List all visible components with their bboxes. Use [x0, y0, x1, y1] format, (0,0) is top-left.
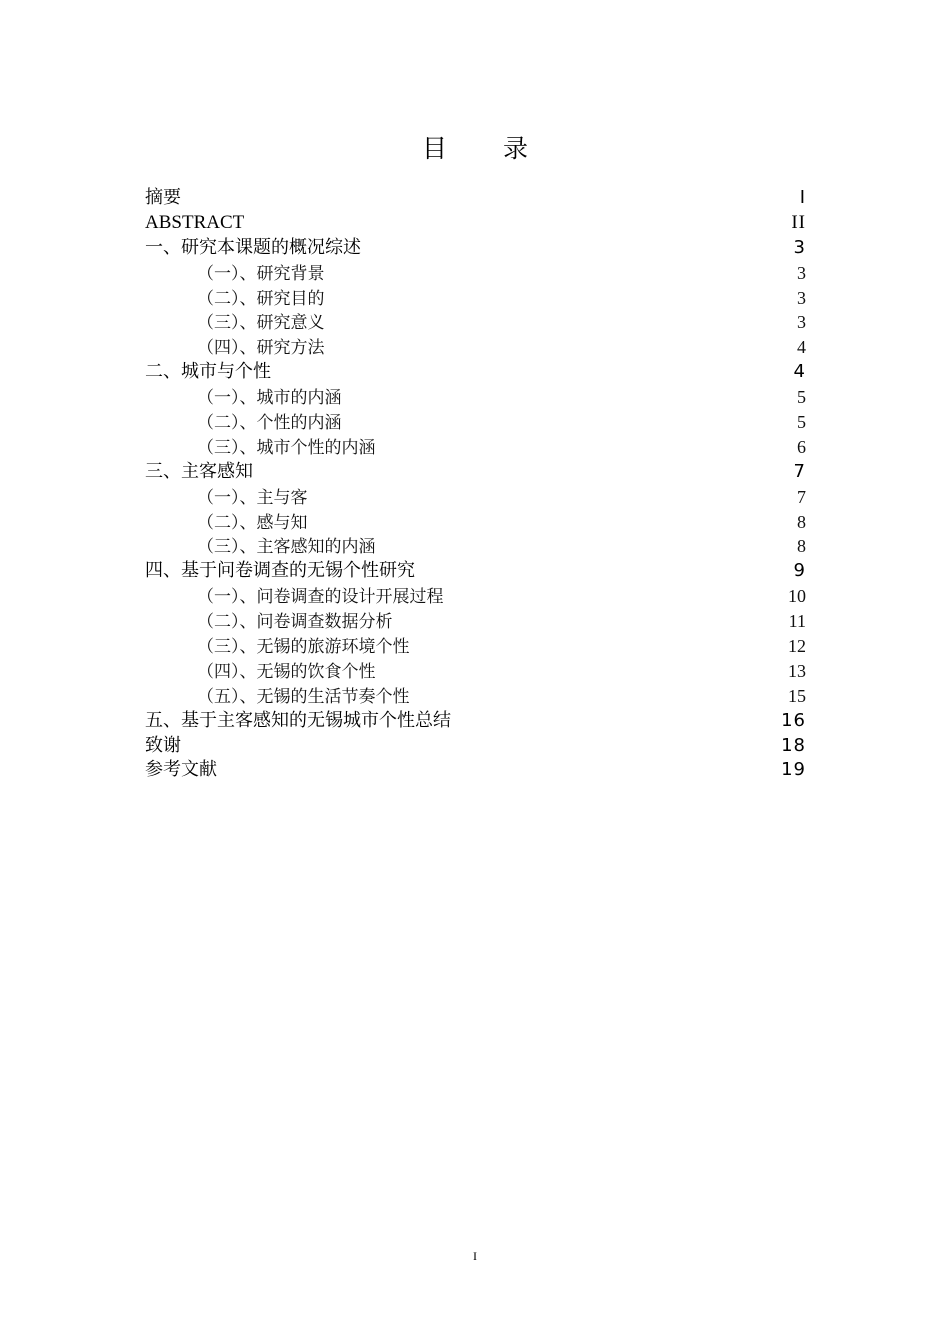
toc-entry-label: 二、城市与个性	[145, 361, 271, 383]
toc-entry-page-number: 9	[793, 560, 806, 582]
toc-entry-page-number: 5	[797, 387, 806, 408]
toc-entry-page-number: 3	[797, 262, 806, 283]
toc-subentry[interactable]	[145, 659, 806, 684]
toc-entry-page-number: I	[799, 187, 806, 208]
toc-entry-label: （二）、感与知	[197, 512, 308, 533]
toc-entry-label: （三）、研究意义	[197, 313, 325, 334]
toc-entry-label: （三）、无锡的旅游环境个性	[197, 637, 410, 658]
toc-subentry[interactable]	[145, 261, 806, 286]
toc-entry-label: （二）、个性的内涵	[197, 413, 342, 434]
toc-entry-label: （一）、城市的内涵	[197, 388, 342, 409]
toc-entry-label: （一）、主与客	[197, 487, 308, 508]
page-title: 目 录	[422, 134, 552, 163]
toc-entry-page-number: 8	[797, 511, 806, 532]
toc-subentry[interactable]	[145, 684, 806, 709]
toc-entry[interactable]	[145, 211, 806, 236]
toc-entry-page-number: 3	[797, 287, 806, 308]
toc-entry-label: 参考文献	[145, 759, 217, 781]
toc-entry-label: （四）、研究方法	[197, 338, 325, 359]
toc-entry[interactable]	[145, 460, 806, 485]
toc-entry-page-number: 4	[797, 337, 806, 358]
toc-entry-page-number: 15	[788, 685, 806, 706]
toc-entry-page-number: 8	[797, 536, 806, 557]
toc-entry-page-number: 16	[781, 709, 806, 731]
toc-entry-page-number: II	[791, 211, 806, 233]
toc-entry-page-number: 4	[793, 361, 806, 383]
toc-subentry[interactable]	[145, 410, 806, 435]
toc-entry[interactable]	[145, 360, 806, 385]
toc-subentry[interactable]	[145, 435, 806, 460]
table-of-contents	[145, 186, 806, 783]
toc-entry[interactable]	[145, 186, 806, 211]
toc-entry-label: （三）、城市个性的内涵	[197, 437, 376, 458]
toc-subentry[interactable]	[145, 310, 806, 335]
toc-subentry[interactable]	[145, 609, 806, 634]
toc-entry-page-number: 12	[788, 636, 806, 657]
toc-subentry[interactable]	[145, 485, 806, 510]
toc-entry-label: 三、主客感知	[145, 460, 253, 482]
toc-subentry[interactable]	[145, 584, 806, 609]
toc-subentry[interactable]	[145, 335, 806, 360]
toc-entry-label: （三）、主客感知的内涵	[197, 537, 376, 558]
toc-entry-label: 摘要	[145, 187, 181, 208]
toc-entry[interactable]	[145, 559, 806, 584]
toc-entry-label: （一）、问卷调查的设计开展过程	[197, 587, 444, 608]
toc-entry-page-number: 13	[788, 660, 806, 681]
page-number-footer: I	[473, 1249, 477, 1263]
toc-entry-label: （二）、问卷调查数据分析	[197, 612, 393, 633]
toc-entry-label: ABSTRACT	[145, 211, 245, 233]
toc-entry-page-number: 6	[797, 436, 806, 457]
toc-entry[interactable]	[145, 734, 806, 759]
toc-entry-page-number: 3	[793, 236, 806, 258]
toc-entry-label: 一、研究本课题的概况综述	[145, 236, 361, 258]
toc-subentry[interactable]	[145, 385, 806, 410]
toc-entry-page-number: 3	[797, 312, 806, 333]
toc-entry-label: （四）、无锡的饮食个性	[197, 661, 376, 682]
toc-entry-page-number: 18	[781, 734, 806, 756]
toc-entry[interactable]	[145, 758, 806, 783]
toc-entry-label: 致谢	[145, 734, 181, 756]
toc-entry-label: （二）、研究目的	[197, 288, 325, 309]
toc-entry[interactable]	[145, 236, 806, 261]
toc-entry-page-number: 5	[797, 412, 806, 433]
toc-entry-page-number: 19	[781, 759, 806, 781]
toc-entry-page-number: 7	[793, 460, 806, 482]
toc-subentry[interactable]	[145, 510, 806, 535]
toc-subentry[interactable]	[145, 534, 806, 559]
toc-entry-label: （一）、研究背景	[197, 263, 325, 284]
toc-subentry[interactable]	[145, 286, 806, 311]
toc-entry-page-number: 7	[797, 486, 806, 507]
toc-entry-label: 五、基于主客感知的无锡城市个性总结	[145, 709, 451, 731]
toc-subentry[interactable]	[145, 634, 806, 659]
toc-entry-label: （五）、无锡的生活节奏个性	[197, 686, 410, 707]
toc-entry[interactable]	[145, 709, 806, 734]
toc-entry-label: 四、基于问卷调查的无锡个性研究	[145, 560, 415, 582]
toc-entry-page-number: 11	[788, 611, 806, 632]
toc-entry-page-number: 10	[788, 586, 806, 607]
